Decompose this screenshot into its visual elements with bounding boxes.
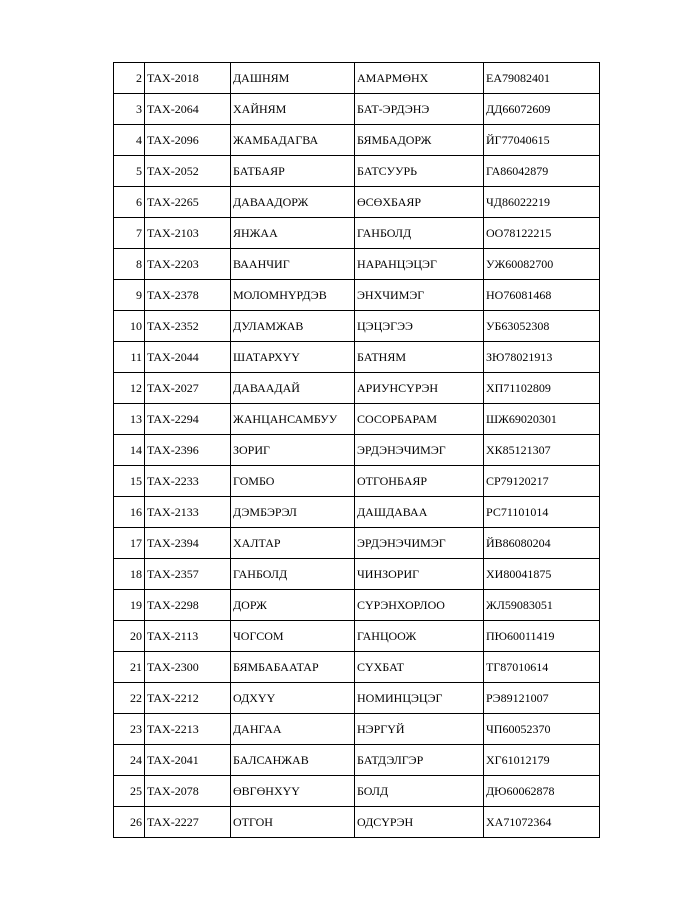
- table-row: [114, 807, 600, 838]
- id-number-cell: ЙГ77040615: [484, 125, 600, 156]
- row-number-cell: 6: [114, 187, 145, 218]
- table-row: [114, 280, 600, 311]
- row-number-cell: 16: [114, 497, 145, 528]
- tax-code-cell: TAX-2027: [145, 373, 231, 404]
- parent-name-cell: НЭРГҮЙ: [355, 714, 484, 745]
- row-number-cell: 21: [114, 652, 145, 683]
- parent-name-cell: ОДСҮРЭН: [355, 807, 484, 838]
- parent-name-cell: ӨСӨХБАЯР: [355, 187, 484, 218]
- id-number-cell: УБ63052308: [484, 311, 600, 342]
- name-cell: ДУЛАМЖАВ: [231, 311, 355, 342]
- id-number-cell: УЖ60082700: [484, 249, 600, 280]
- id-number-cell: ДД66072609: [484, 94, 600, 125]
- id-number-cell: ХИ80041875: [484, 559, 600, 590]
- name-cell: ДАШНЯМ: [231, 63, 355, 94]
- tax-code-cell: TAX-2352: [145, 311, 231, 342]
- row-number-cell: 24: [114, 745, 145, 776]
- records-table: [113, 62, 600, 838]
- table-row: [114, 125, 600, 156]
- records-table-body: [114, 63, 600, 838]
- table-row: [114, 404, 600, 435]
- row-number-cell: 11: [114, 342, 145, 373]
- name-cell: ДЭМБЭРЭЛ: [231, 497, 355, 528]
- row-number-cell: 9: [114, 280, 145, 311]
- row-number-cell: 17: [114, 528, 145, 559]
- tax-code-cell: TAX-2044: [145, 342, 231, 373]
- name-cell: ОТГОН: [231, 807, 355, 838]
- id-number-cell: ОО78122215: [484, 218, 600, 249]
- parent-name-cell: ЧИНЗОРИГ: [355, 559, 484, 590]
- table-row: [114, 187, 600, 218]
- name-cell: ЯНЖАА: [231, 218, 355, 249]
- row-number-cell: 15: [114, 466, 145, 497]
- name-cell: БАЛСАНЖАВ: [231, 745, 355, 776]
- tax-code-cell: TAX-2357: [145, 559, 231, 590]
- id-number-cell: ЕА79082401: [484, 63, 600, 94]
- id-number-cell: ТГ87010614: [484, 652, 600, 683]
- parent-name-cell: ЦЭЦЭГЭЭ: [355, 311, 484, 342]
- id-number-cell: ЙВ86080204: [484, 528, 600, 559]
- table-row: [114, 745, 600, 776]
- table-row: [114, 435, 600, 466]
- row-number-cell: 7: [114, 218, 145, 249]
- table-row: [114, 373, 600, 404]
- tax-code-cell: TAX-2133: [145, 497, 231, 528]
- id-number-cell: ПЮ60011419: [484, 621, 600, 652]
- row-number-cell: 4: [114, 125, 145, 156]
- id-number-cell: НО76081468: [484, 280, 600, 311]
- row-number-cell: 19: [114, 590, 145, 621]
- row-number-cell: 22: [114, 683, 145, 714]
- tax-code-cell: TAX-2113: [145, 621, 231, 652]
- parent-name-cell: НАРАНЦЭЦЭГ: [355, 249, 484, 280]
- tax-code-cell: TAX-2227: [145, 807, 231, 838]
- table-row: [114, 528, 600, 559]
- tax-code-cell: TAX-2096: [145, 125, 231, 156]
- row-number-cell: 5: [114, 156, 145, 187]
- tax-code-cell: TAX-2078: [145, 776, 231, 807]
- parent-name-cell: СОСОРБАРАМ: [355, 404, 484, 435]
- name-cell: ЗОРИГ: [231, 435, 355, 466]
- table-row: [114, 714, 600, 745]
- tax-code-cell: TAX-2064: [145, 94, 231, 125]
- tax-code-cell: TAX-2298: [145, 590, 231, 621]
- tax-code-cell: TAX-2203: [145, 249, 231, 280]
- tax-code-cell: TAX-2265: [145, 187, 231, 218]
- parent-name-cell: ЭНХЧИМЭГ: [355, 280, 484, 311]
- name-cell: ЖАМБАДАГВА: [231, 125, 355, 156]
- table-row: [114, 342, 600, 373]
- table-row: [114, 94, 600, 125]
- id-number-cell: ЗЮ78021913: [484, 342, 600, 373]
- table-row: [114, 311, 600, 342]
- name-cell: ВААНЧИГ: [231, 249, 355, 280]
- name-cell: ЖАНЦАНСАМБУУ: [231, 404, 355, 435]
- parent-name-cell: БАТДЭЛГЭР: [355, 745, 484, 776]
- tax-code-cell: TAX-2212: [145, 683, 231, 714]
- parent-name-cell: БАТСУУРЬ: [355, 156, 484, 187]
- tax-code-cell: TAX-2300: [145, 652, 231, 683]
- name-cell: МОЛОМНҮРДЭВ: [231, 280, 355, 311]
- name-cell: БЯМБАБААТАР: [231, 652, 355, 683]
- row-number-cell: 2: [114, 63, 145, 94]
- table-row: [114, 559, 600, 590]
- id-number-cell: ХП71102809: [484, 373, 600, 404]
- row-number-cell: 26: [114, 807, 145, 838]
- name-cell: ХАЙНЯМ: [231, 94, 355, 125]
- parent-name-cell: БАТ-ЭРДЭНЭ: [355, 94, 484, 125]
- row-number-cell: 25: [114, 776, 145, 807]
- tax-code-cell: TAX-2294: [145, 404, 231, 435]
- parent-name-cell: СҮРЭНХОРЛОО: [355, 590, 484, 621]
- tax-code-cell: TAX-2103: [145, 218, 231, 249]
- name-cell: ЧОГСОМ: [231, 621, 355, 652]
- id-number-cell: РС71101014: [484, 497, 600, 528]
- name-cell: ОДХҮҮ: [231, 683, 355, 714]
- row-number-cell: 18: [114, 559, 145, 590]
- id-number-cell: РЭ89121007: [484, 683, 600, 714]
- id-number-cell: ХА71072364: [484, 807, 600, 838]
- parent-name-cell: ЭРДЭНЭЧИМЭГ: [355, 528, 484, 559]
- parent-name-cell: НОМИНЦЭЦЭГ: [355, 683, 484, 714]
- table-row: [114, 249, 600, 280]
- name-cell: ХАЛТАР: [231, 528, 355, 559]
- table-row: [114, 218, 600, 249]
- id-number-cell: ЧД86022219: [484, 187, 600, 218]
- row-number-cell: 14: [114, 435, 145, 466]
- table-row: [114, 776, 600, 807]
- row-number-cell: 10: [114, 311, 145, 342]
- parent-name-cell: АМАРМӨНХ: [355, 63, 484, 94]
- parent-name-cell: ДАШДАВАА: [355, 497, 484, 528]
- id-number-cell: ХГ61012179: [484, 745, 600, 776]
- tax-code-cell: TAX-2018: [145, 63, 231, 94]
- parent-name-cell: БЯМБАДОРЖ: [355, 125, 484, 156]
- id-number-cell: ШЖ69020301: [484, 404, 600, 435]
- row-number-cell: 20: [114, 621, 145, 652]
- name-cell: ШАТАРХҮҮ: [231, 342, 355, 373]
- id-number-cell: ЖЛ59083051: [484, 590, 600, 621]
- name-cell: ГОМБО: [231, 466, 355, 497]
- name-cell: ДАВААДАЙ: [231, 373, 355, 404]
- tax-code-cell: TAX-2396: [145, 435, 231, 466]
- table-row: [114, 590, 600, 621]
- name-cell: ДАНГАА: [231, 714, 355, 745]
- table-row: [114, 497, 600, 528]
- parent-name-cell: БАТНЯМ: [355, 342, 484, 373]
- name-cell: ДАВААДОРЖ: [231, 187, 355, 218]
- row-number-cell: 13: [114, 404, 145, 435]
- row-number-cell: 23: [114, 714, 145, 745]
- table-row: [114, 156, 600, 187]
- name-cell: БАТБАЯР: [231, 156, 355, 187]
- row-number-cell: 3: [114, 94, 145, 125]
- tax-code-cell: TAX-2394: [145, 528, 231, 559]
- table-row: [114, 683, 600, 714]
- id-number-cell: ГА86042879: [484, 156, 600, 187]
- name-cell: ДОРЖ: [231, 590, 355, 621]
- name-cell: ГАНБОЛД: [231, 559, 355, 590]
- id-number-cell: ХК85121307: [484, 435, 600, 466]
- parent-name-cell: АРИУНСҮРЭН: [355, 373, 484, 404]
- parent-name-cell: ГАНБОЛД: [355, 218, 484, 249]
- parent-name-cell: ГАНЦООЖ: [355, 621, 484, 652]
- tax-code-cell: TAX-2233: [145, 466, 231, 497]
- row-number-cell: 8: [114, 249, 145, 280]
- table-row: [114, 621, 600, 652]
- id-number-cell: ЧП60052370: [484, 714, 600, 745]
- table-row: [114, 652, 600, 683]
- tax-code-cell: TAX-2213: [145, 714, 231, 745]
- id-number-cell: СР79120217: [484, 466, 600, 497]
- table-row: [114, 466, 600, 497]
- table-row: [114, 63, 600, 94]
- tax-code-cell: TAX-2041: [145, 745, 231, 776]
- id-number-cell: ДЮ60062878: [484, 776, 600, 807]
- parent-name-cell: СҮХБАТ: [355, 652, 484, 683]
- tax-code-cell: TAX-2378: [145, 280, 231, 311]
- name-cell: ӨВГӨНХҮҮ: [231, 776, 355, 807]
- parent-name-cell: БОЛД: [355, 776, 484, 807]
- parent-name-cell: ОТГОНБАЯР: [355, 466, 484, 497]
- row-number-cell: 12: [114, 373, 145, 404]
- parent-name-cell: ЭРДЭНЭЧИМЭГ: [355, 435, 484, 466]
- tax-code-cell: TAX-2052: [145, 156, 231, 187]
